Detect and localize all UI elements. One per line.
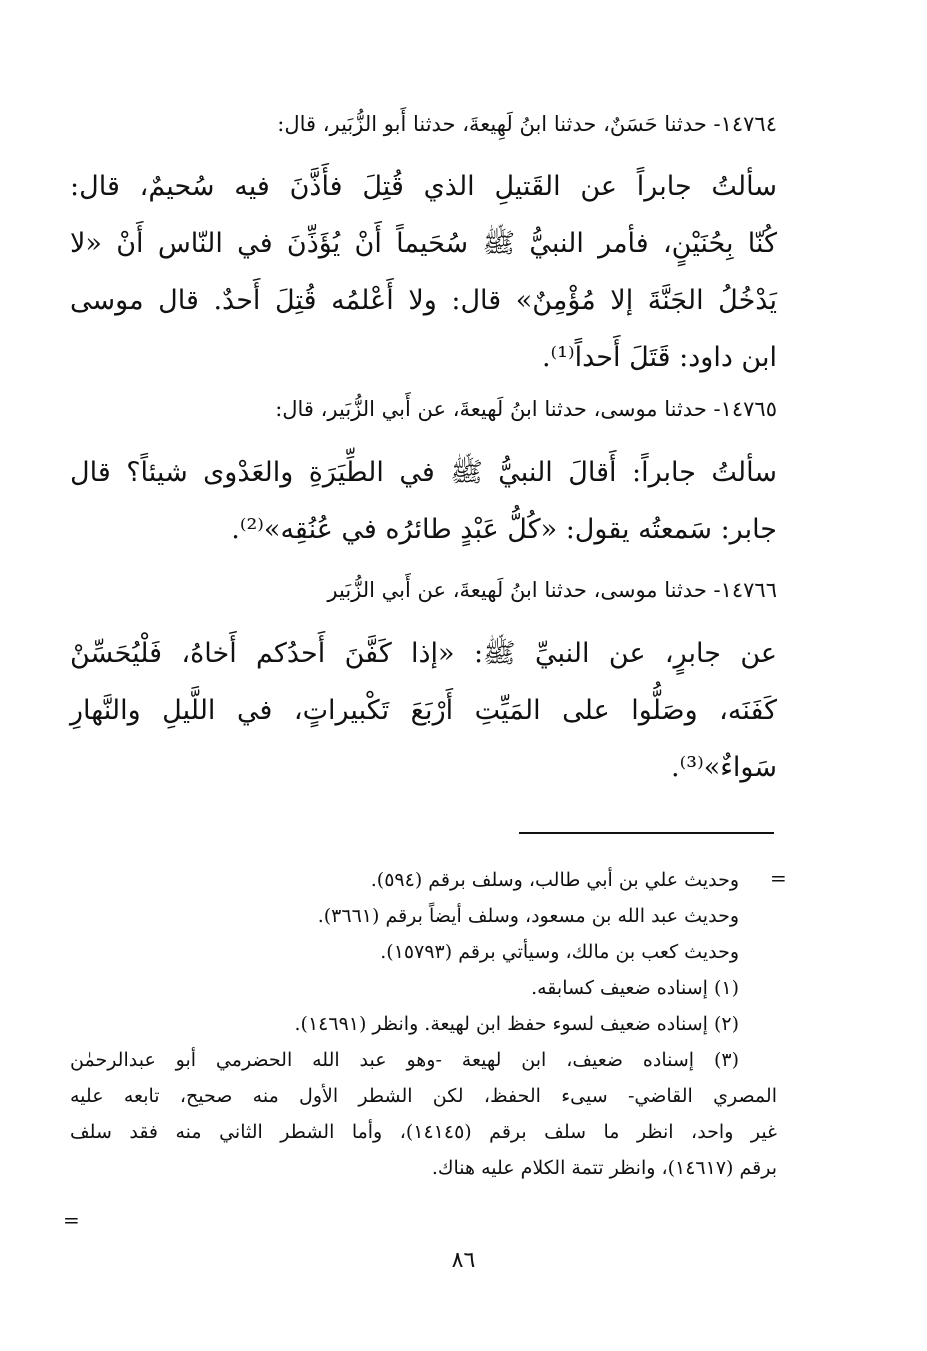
hadith-14765-isnad: ١٤٧٦٥- حدثنا موسى، حدثنا ابنُ لَهيعةَ، عن أَبي الزُّبَير، قال: <box>275 397 777 421</box>
hadith-line: جابر: سَمعتُه يقول: «كُلُّ عَبْدٍ طائرُه في عُنُقِه»⁽²⁾. <box>231 514 777 545</box>
footnote-row: برقم (١٤٦١٧)، وانظر تتمة الكلام عليه هناك. <box>431 1157 777 1179</box>
hadith-line: سألتُ جابراً عن القَتيلِ الذي قُتِلَ فأَذَّنَ فيه سُحيمٌ، قال: <box>70 171 777 202</box>
hadith-14766-isnad: ١٤٧٦٦- حدثنا موسى، حدثنا ابنُ لَهيعةَ، عن أَبي الزُّبَير <box>327 578 777 602</box>
footnote-row: (١) إسناده ضعيف كسابقه. <box>531 977 739 999</box>
hadith-line: يَدْخُلُ الجَنَّةَ إلا مُؤْمِنٌ» قال: ولا أَعْلمُه قُتِلَ أَحدٌ. قال موسى <box>70 285 777 316</box>
footnote-row: (٢) إسناده ضعيف لسوء حفظ ابن لهيعة. وانظر (١٤٦٩١). <box>294 1013 739 1035</box>
hadith-line: ابن داود: قَتَلَ أَحداً⁽¹⁾. <box>541 342 777 373</box>
footnote-divider <box>519 832 774 834</box>
hadith-14765-text <box>70 444 777 558</box>
hadith-14764-isnad: ١٤٧٦٤- حدثنا حَسَنٌ، حدثنا ابنُ لَهِيعةَ، حدثنا أَبو الزُّبَير، قال: <box>277 112 777 136</box>
hadith-14766-text <box>70 625 777 796</box>
hadith-line: كَفَنَه، وصَلُّوا على المَيِّتِ أَرْبَعَ تَكْبيراتٍ، في اللَّيلِ والنَّهارِ <box>70 695 777 726</box>
page-number: ٨٦ <box>451 1248 476 1273</box>
footnote-row: المصري القاضي- سيىء الحفظ، لكن الشطر الأول منه صحيح، تابعه عليه <box>70 1085 777 1107</box>
footnote-row: غير واحد، انظر ما سلف برقم (١٤١٤٥)، وأما الشطر الثاني منه فقد سلف <box>70 1121 777 1143</box>
footnotes <box>70 862 777 1186</box>
footnote-row: (٣) إسناده ضعيف، ابن لهيعة -وهو عبد الله الحضرمي أبو عبدالرحمٰن <box>70 1049 739 1071</box>
continuation-mark-top: = <box>770 866 787 890</box>
hadith-line: كُنّا بِحُنَيْنٍ، فأمر النبيُّ ﷺ سُحَيماً أَنْ يُؤَذِّنَ في النّاس أَنْ «لا <box>70 228 777 259</box>
footnote-row: وحديث علي بن أبي طالب، وسلف برقم (٥٩٤). <box>370 869 739 891</box>
hadith-line: سَواءٌ»⁽³⁾. <box>671 752 777 783</box>
continuation-mark-bottom: = <box>63 1208 80 1232</box>
hadith-line: عن جابرٍ، عن النبيِّ ﷺ: «إذا كَفَّنَ أَحدُكم أَخاهُ، فَلْيُحَسِّنْ <box>70 638 777 669</box>
hadith-line: سألتُ جابراً: أَقالَ النبيُّ ﷺ في الطِّيَرَةِ والعَدْوى شيئاً؟ قال <box>70 457 777 488</box>
footnote-row: وحديث عبد الله بن مسعود، وسلف أيضاً برقم (٣٦٦١). <box>317 905 739 927</box>
hadith-14764-text <box>70 158 777 386</box>
footnote-row: وحديث كعب بن مالك، وسيأتي برقم (١٥٧٩٣). <box>380 941 739 963</box>
